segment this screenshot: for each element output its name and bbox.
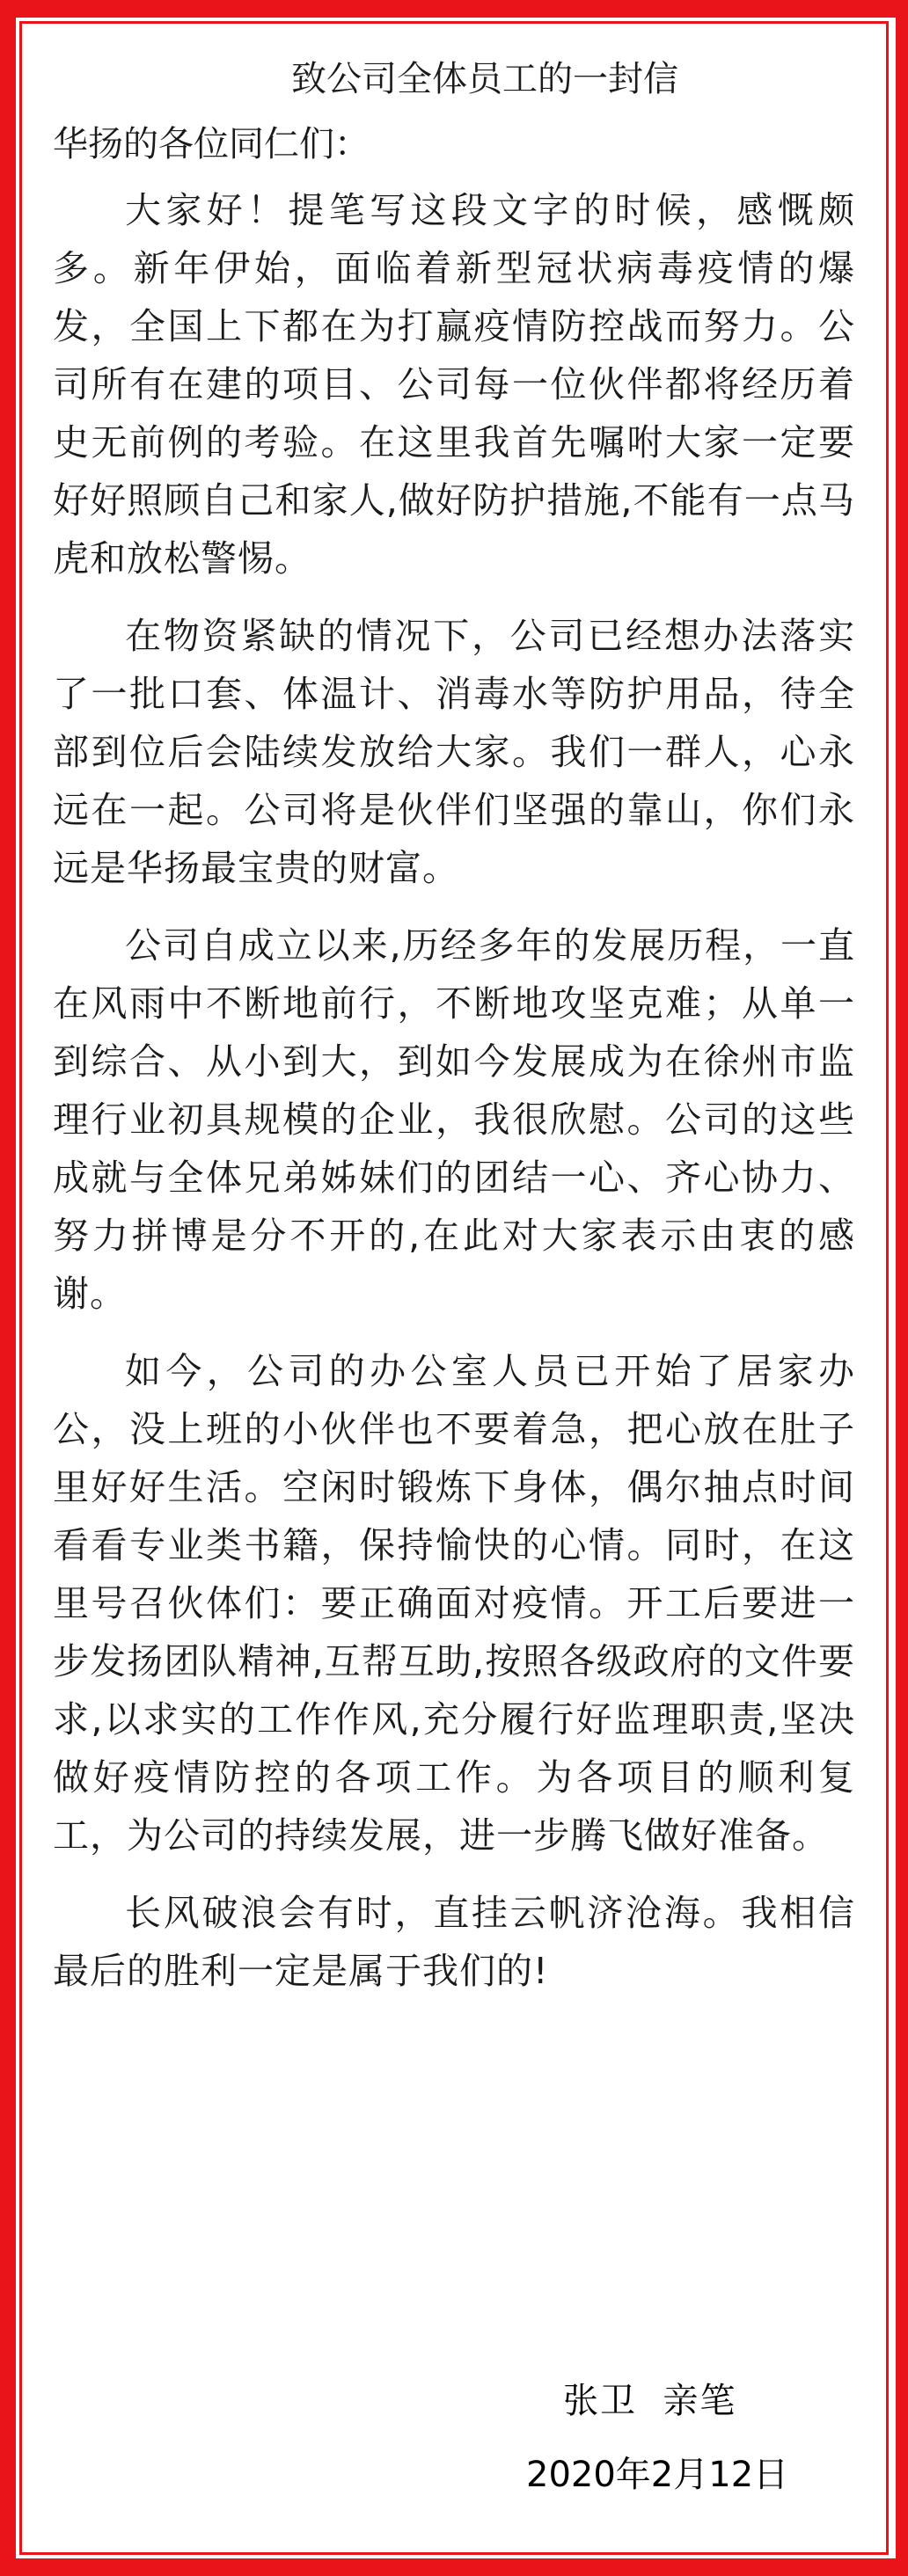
paragraph-supplies: 在物资紧缺的情况下，公司已经想办法落实了一批口套、体温计、消毒水等防护用品，待全部到位后会陆续发放给大家。我们一群人，心永远在一起。公司将是伙伴们坚强的靠山，你们永远是华扬最宝贵的财富。 — [53, 615, 855, 889]
paragraph-closing: 长风破浪会有时，直挂云帆济沧海。我相信最后的胜利一定是属于我们的! — [53, 1892, 855, 1992]
signature: 张卫 亲笔 — [563, 2381, 737, 2421]
paragraph-greeting: 大家好！提笔写这段文字的时候，感慨颇多。新年伊始，面临着新型冠状病毒疫情的爆发，全国上下都在为打赢疫情防控战而努力。公司所有在建的项目、公司每一位伙伴都将经历着史无前例的考验。在这里我首先嘱咐大家一定要好好照顾自己和家人,做好防护措施,不能有一点马虎和放松警惕。 — [53, 189, 855, 580]
letter-date: 2020年2月12日 — [526, 2455, 789, 2495]
letter-title: 致公司全体员工的一封信 — [291, 59, 678, 99]
paragraph-history: 公司自成立以来,历经多年的发展历程，一直在风雨中不断地前行，不断地攻坚克难；从单一到综合、从小到大，到如今发展成为在徐州市监理行业初具规模的企业，我很欣慰。公司的这些成就与全体兄弟姊妹们的团结一心、齐心协力、努力拼博是分不开的,在此对大家表示由衷的感谢。 — [53, 924, 855, 1315]
letter-body — [53, 51, 855, 2019]
letter-salutation: 华扬的各位同仁们： — [53, 124, 370, 164]
paragraph-work-from-home: 如今，公司的办公室人员已开始了居家办公，没上班的小伙伴也不要着急，把心放在肚子里好好生活。空闲时锻炼下身体，偶尔抽点时间看看专业类书籍，保持愉快的心情。同时，在这里号召伙体们：要正确面对疫情。开工后要进一步发扬团队精神,互帮互助,按照各级政府的文件要求,以求实的工作作风,充分履行好监理职责,坚决做好疫情防控的各项工作。为各项目的顺利复工，为公司的持续发展，进一步腾飞做好准备。 — [53, 1350, 855, 1857]
